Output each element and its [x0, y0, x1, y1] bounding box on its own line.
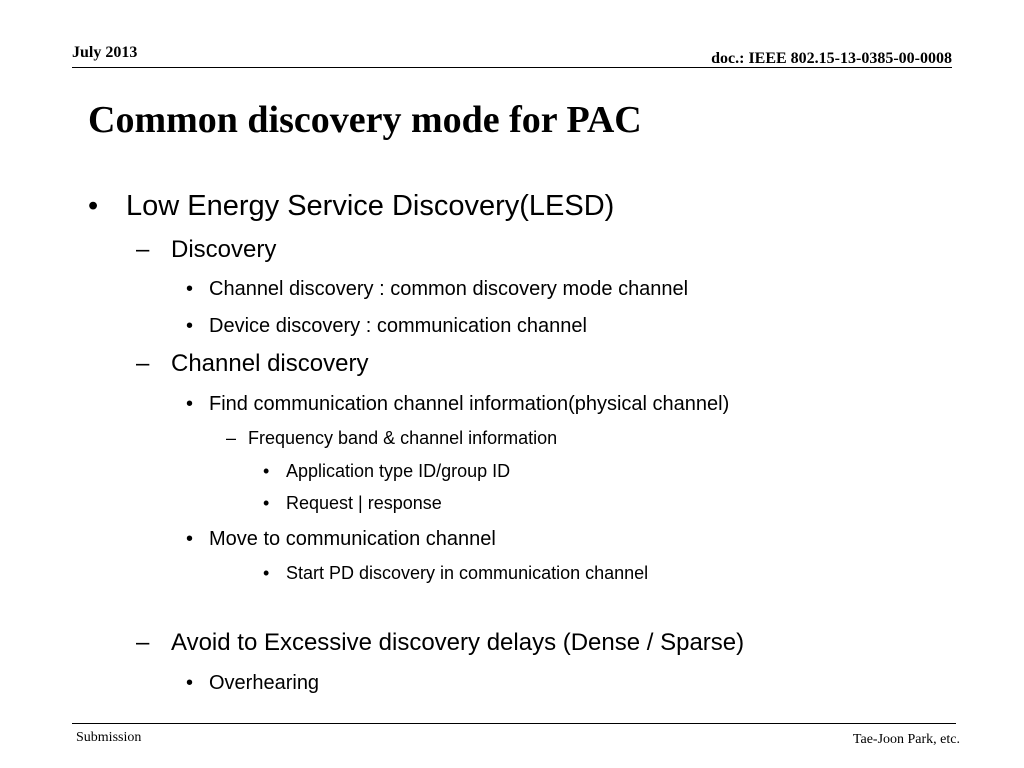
bullet-text-l5: Request | response [286, 493, 442, 513]
bullet-text-l3: Device discovery : communication channel [209, 315, 587, 337]
bullet-text-l4: Frequency band & channel information [248, 428, 558, 448]
bullet-text-l2: Avoid to Excessive discovery delays (Dense / Sparse) [171, 629, 745, 656]
dash-marker: – [136, 350, 150, 377]
dash-marker: – [136, 236, 150, 263]
footer-author: Tae-Joon Park, etc. [852, 732, 960, 747]
header-doc-id: doc.: IEEE 802.15-13-0385-00-0008 [711, 50, 952, 67]
slide-title: Common discovery mode for PAC [88, 99, 642, 141]
dash-marker: – [226, 428, 237, 448]
bullet-text-l3: Move to communication channel [209, 528, 496, 550]
bullet-marker: • [186, 393, 194, 415]
bullet-marker: • [263, 563, 270, 583]
footer-submission: Submission [76, 730, 142, 745]
bullet-text-l5: Application type ID/group ID [286, 461, 511, 481]
bullet-marker: • [186, 315, 194, 337]
bullet-marker: • [186, 278, 194, 300]
footer-divider [72, 723, 956, 724]
bullet-text-l1: Low Energy Service Discovery(LESD) [126, 190, 615, 222]
bullet-text-l2: Channel discovery [171, 350, 369, 377]
bullet-marker: • [88, 190, 99, 222]
bullet-text-l3: Channel discovery : common discovery mode channel [209, 278, 689, 300]
header-date: July 2013 [72, 44, 138, 61]
bullet-text-l3: Find communication channel information(physical channel) [209, 393, 730, 415]
dash-marker: – [136, 629, 150, 656]
bullet-text-l5: Start PD discovery in communication channel [286, 563, 649, 583]
bullet-text-l2: Discovery [171, 236, 277, 263]
bullet-marker: • [186, 528, 194, 550]
bullet-marker: • [186, 672, 194, 694]
bullet-marker: • [263, 461, 270, 481]
bullet-text-l3: Overhearing [209, 672, 320, 694]
bullet-marker: • [263, 493, 270, 513]
